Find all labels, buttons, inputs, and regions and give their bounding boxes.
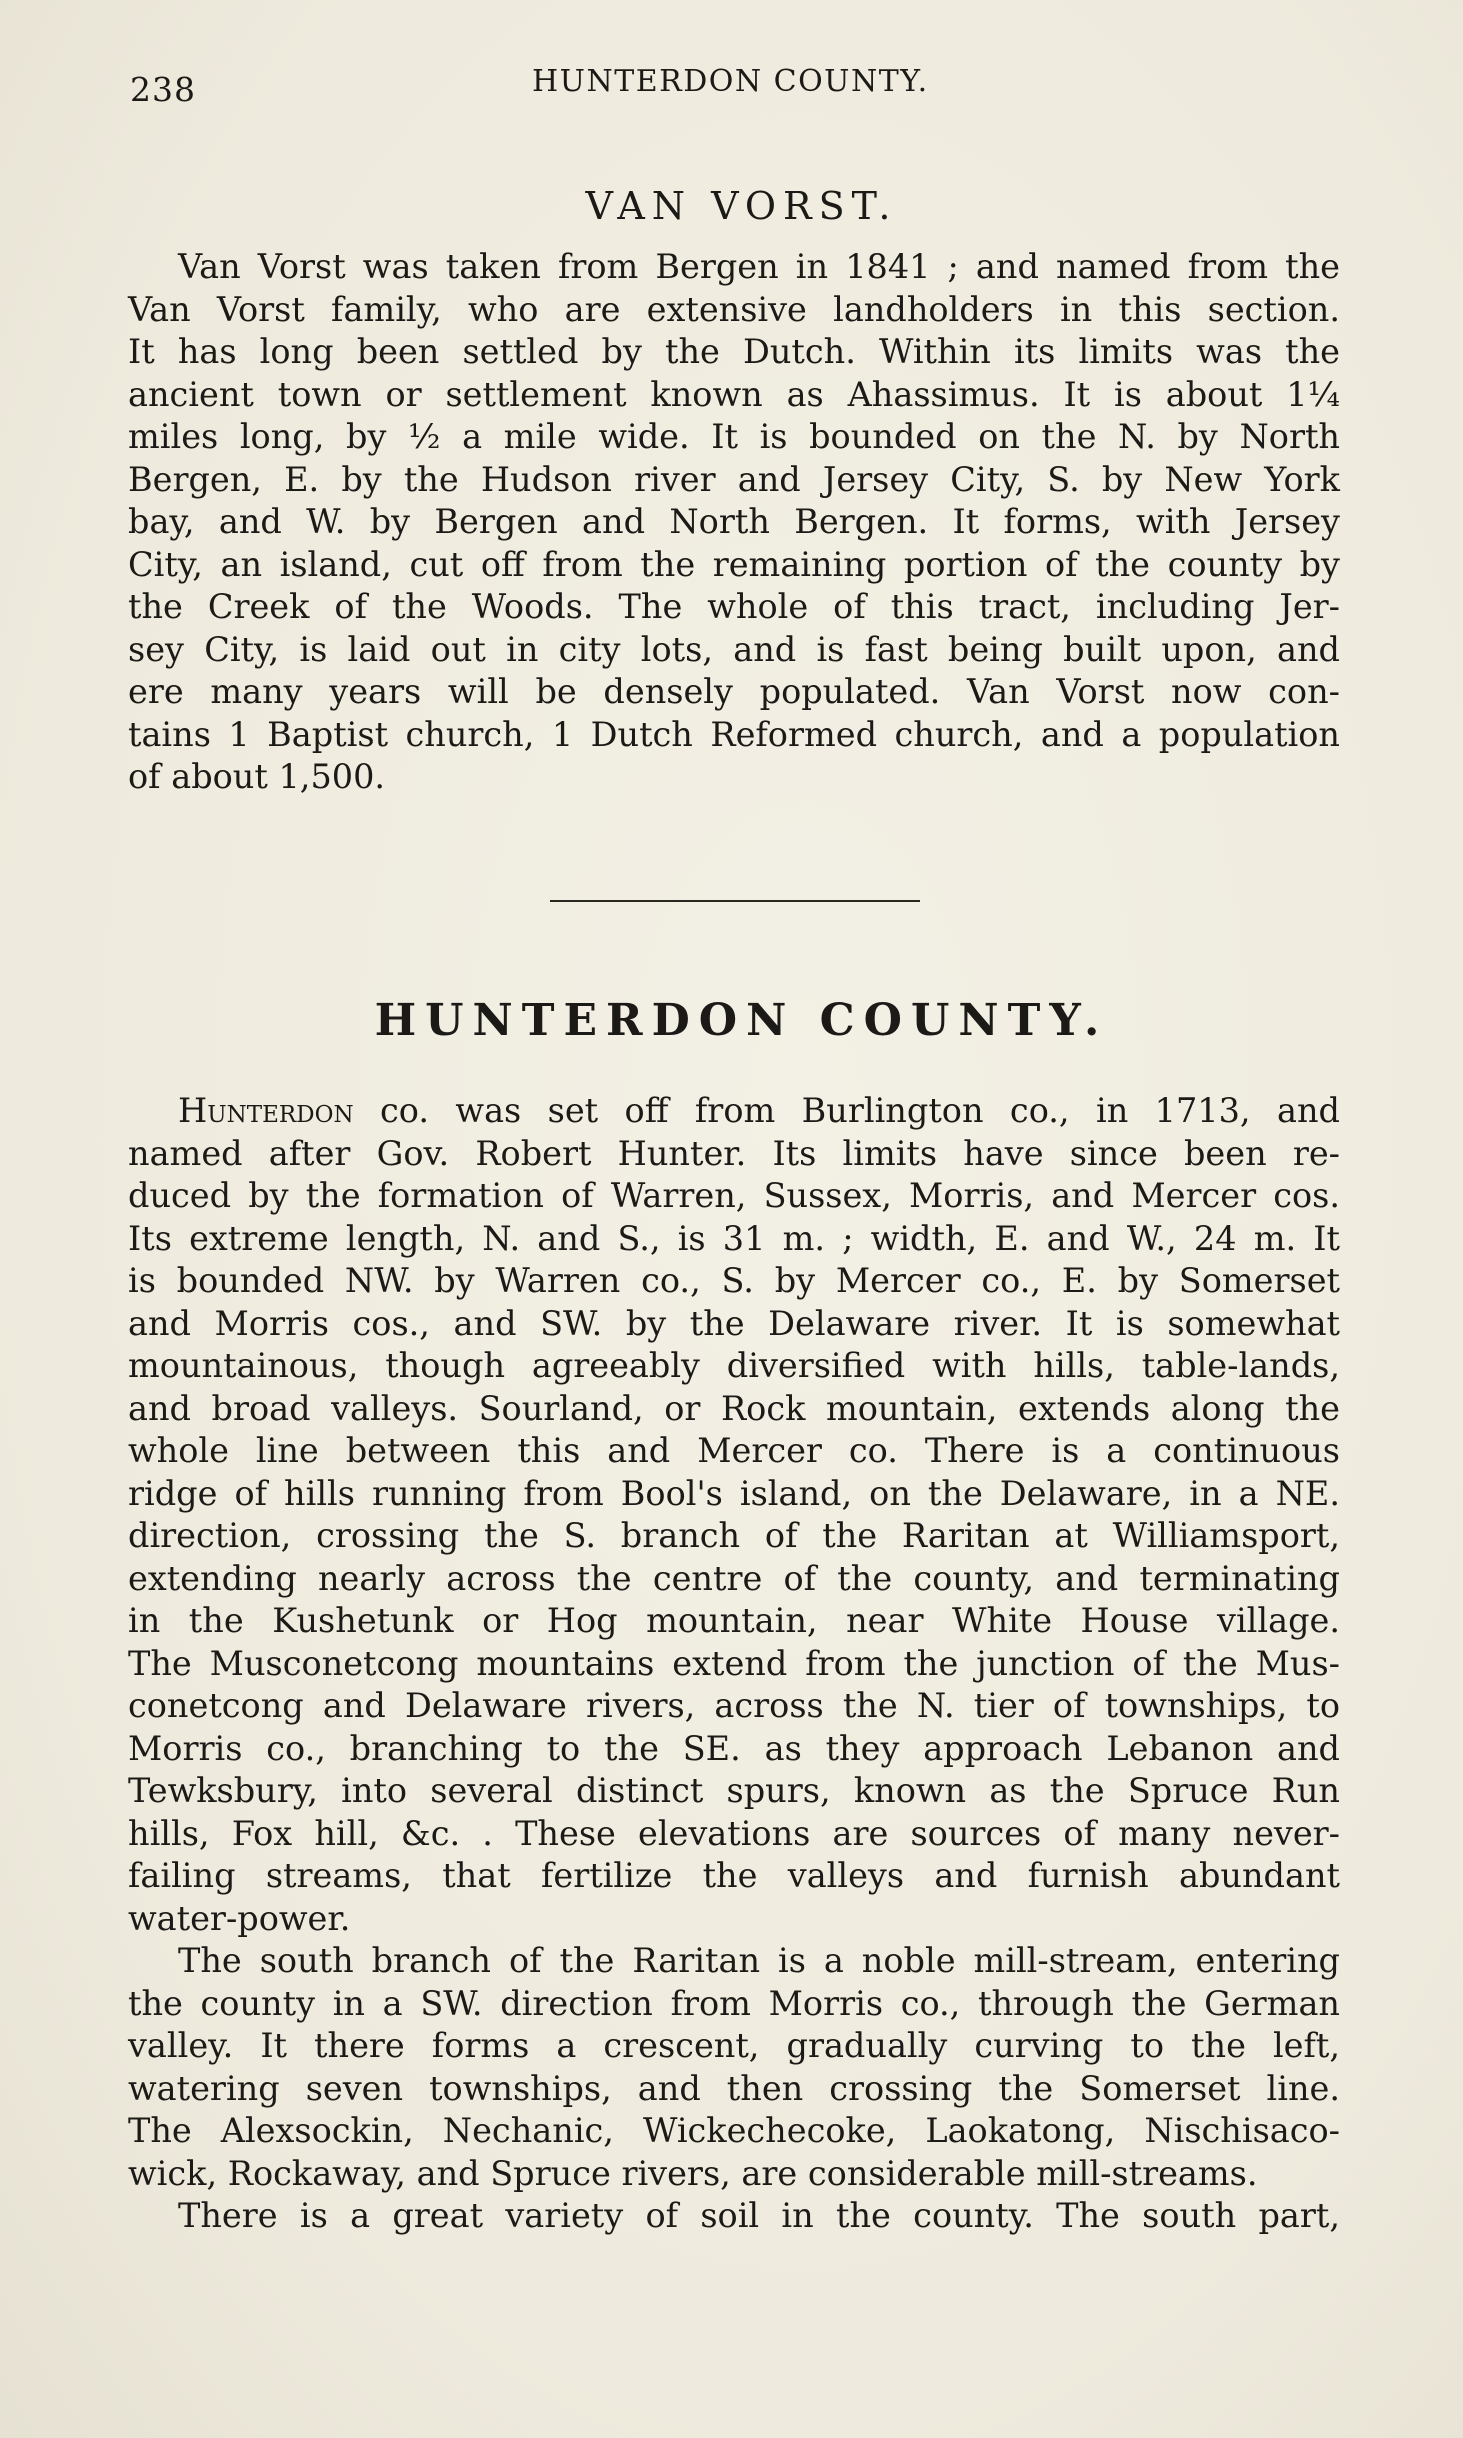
text-line: is bounded NW. by Warren co., S. by Mercer co., E. by Somerset bbox=[128, 1261, 1340, 1300]
text-line: and Morris cos., and SW. by the Delaware river. It is somewhat bbox=[128, 1303, 1340, 1343]
text-line: The Musconetcong mountains extend from the junction of the Mus- bbox=[128, 1643, 1340, 1683]
text-line: ridge of hills running from Bool's island, on the Delaware, in a NE. bbox=[128, 1473, 1340, 1513]
text-line: Its extreme length, N. and S., is 31 m. ; width, E. and W., 24 m. It bbox=[128, 1218, 1340, 1258]
text-line: in the Kushetunk or Hog mountain, near White House village. bbox=[128, 1601, 1340, 1640]
text-line: City, an island, cut off from the remaining portion of the county by bbox=[128, 544, 1340, 584]
page-number: 238 bbox=[130, 70, 196, 109]
running-head bbox=[130, 64, 1340, 109]
text-line: Tewksbury, into several distinct spurs, known as the Spruce Run bbox=[128, 1771, 1340, 1810]
text-line: water-power. bbox=[128, 1898, 351, 1938]
text-line: The south branch of the Raritan is a noble mill-stream, entering bbox=[178, 1941, 1340, 1980]
text-line: sey City, is laid out in city lots, and is fast being built upon, and bbox=[128, 629, 1340, 669]
text-line: of about 1,500. bbox=[128, 757, 386, 796]
text-line: tains 1 Baptist church, 1 Dutch Reformed church, and a population bbox=[128, 714, 1340, 754]
text-line: the county in a SW. direction from Morris co., through the German bbox=[128, 1983, 1340, 2023]
text-line: failing streams, that fertilize the valleys and furnish abundant bbox=[128, 1856, 1340, 1895]
text-line: The Alexsockin, Nechanic, Wickechecoke, Laokatong, Nischisaco- bbox=[128, 2111, 1340, 2150]
text-line: Bergen, E. by the Hudson river and Jersey City, S. by New York bbox=[128, 459, 1340, 499]
text-line: named after Gov. Robert Hunter. Its limits have since been re- bbox=[128, 1133, 1340, 1173]
text-line: mountainous, though agreeably diversified with hills, table-lands, bbox=[128, 1346, 1340, 1385]
section-heading-hunterdon-county: HUNTERDON COUNTY. bbox=[374, 995, 1109, 1046]
text-line: whole line between this and Mercer co. There is a continuous bbox=[128, 1431, 1340, 1470]
text-line: Morris co., branching to the SE. as they approach Lebanon and bbox=[128, 1728, 1340, 1768]
text-line: conetcong and Delaware rivers, across the N. tier of townships, to bbox=[128, 1686, 1340, 1725]
text-line: ancient town or settlement known as Ahassimus. It is about 1¼ bbox=[128, 374, 1340, 414]
lead-in-rest: co. was set off from Burlington co., in 1713, and bbox=[353, 1091, 1340, 1130]
hunterdon-paragraphs bbox=[128, 1090, 1340, 2238]
section-heading-van-vorst: VAN VORST. bbox=[585, 184, 898, 228]
text-line: valley. It there forms a crescent, gradually curving to the left, bbox=[128, 2026, 1340, 2065]
running-title: HUNTERDON COUNTY. bbox=[532, 64, 929, 99]
text-line: wick, Rockaway, and Spruce rivers, are considerable mill-streams. bbox=[128, 2153, 1258, 2193]
text-line: There is a great variety of soil in the county. The south part, bbox=[178, 2196, 1340, 2235]
text-line: and broad valleys. Sourland, or Rock mountain, extends along the bbox=[128, 1388, 1340, 1428]
lead-in-word: Hunterdon bbox=[178, 1091, 354, 1130]
text-line: direction, crossing the S. branch of the Raritan at Williamsport, bbox=[128, 1516, 1340, 1555]
text-line: Van Vorst family, who are extensive landholders in this section. bbox=[128, 289, 1340, 329]
text-line: Van Vorst was taken from Bergen in 1841 ; and named from the bbox=[178, 247, 1340, 286]
van-vorst-paragraph bbox=[128, 246, 1340, 799]
text-line: the Creek of the Woods. The whole of this tract, including Jer- bbox=[128, 587, 1340, 626]
text-line: extending nearly across the centre of the county, and terminating bbox=[128, 1558, 1340, 1598]
text-line: miles long, by ½ a mile wide. It is bounded on the N. by North bbox=[128, 417, 1340, 456]
section-divider-rule bbox=[550, 900, 920, 902]
text-line: watering seven townships, and then crossing the Somerset line. bbox=[128, 2068, 1340, 2108]
text-line: hills, Fox hill, &c. . These elevations are sources of many never- bbox=[128, 1813, 1340, 1853]
text-line: bay, and W. by Bergen and North Bergen. It forms, with Jersey bbox=[128, 502, 1340, 541]
text-line: ere many years will be densely populated. Van Vorst now con- bbox=[128, 672, 1340, 711]
text-line: duced by the formation of Warren, Sussex, Morris, and Mercer cos. bbox=[128, 1176, 1340, 1215]
text-line: It has long been settled by the Dutch. Within its limits was the bbox=[128, 332, 1340, 371]
text-line bbox=[128, 1090, 1340, 1133]
